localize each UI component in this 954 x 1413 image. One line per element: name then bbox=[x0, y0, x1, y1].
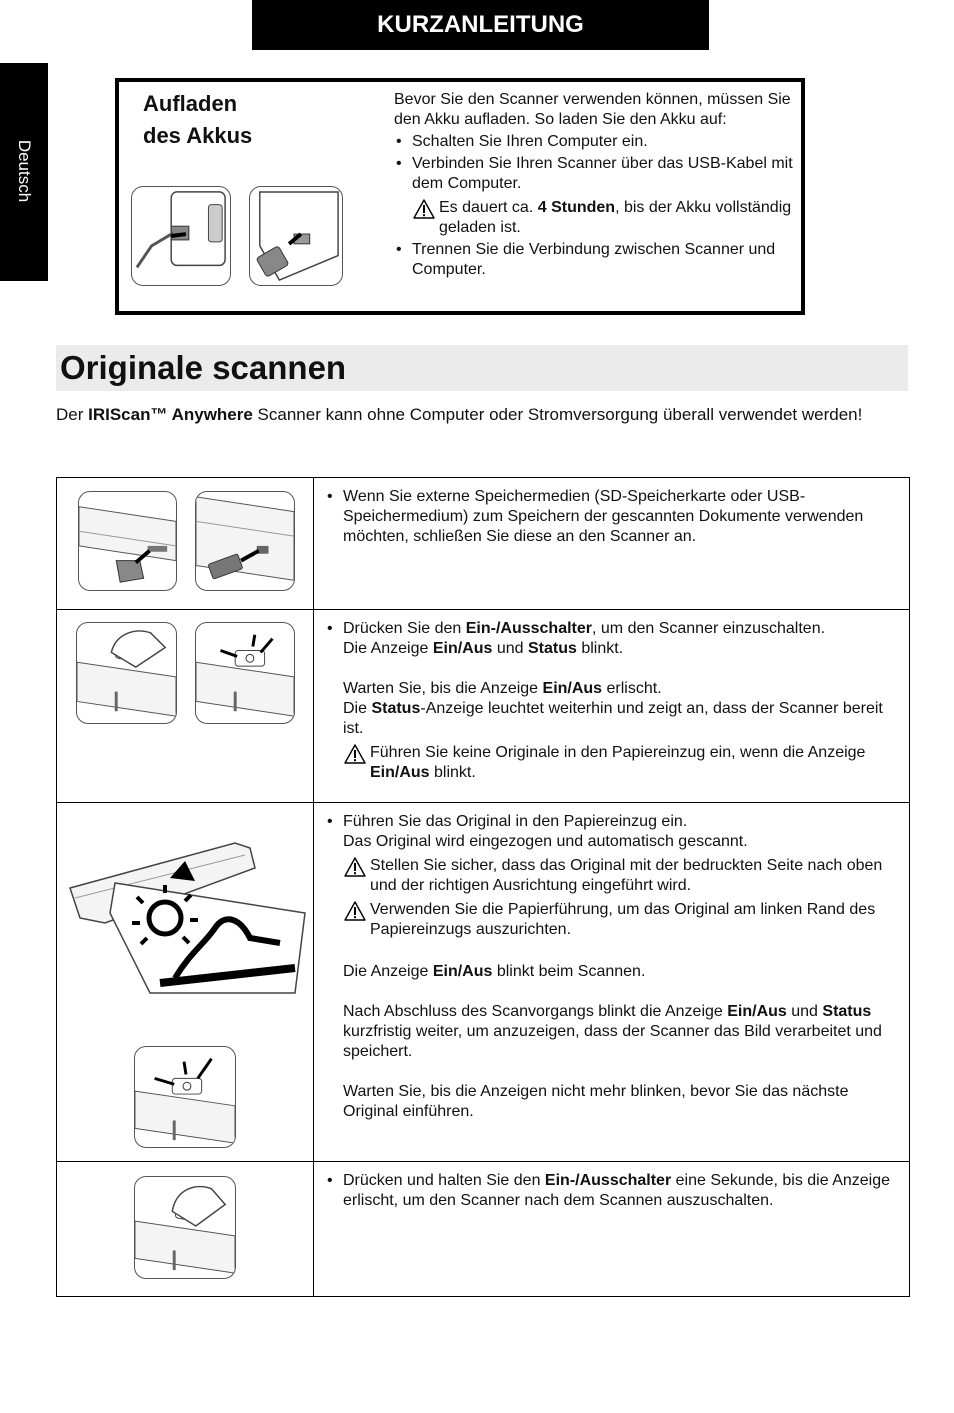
power-switch-label: Ein-/Ausschalter bbox=[465, 620, 592, 637]
step-3-l3-b: Ein/Aus bbox=[727, 1003, 787, 1020]
step-2-line-1 bbox=[325, 639, 897, 659]
header-title: KURZANLEITUNG bbox=[377, 11, 584, 38]
hold-button-illustration bbox=[134, 1176, 236, 1279]
step-2-images bbox=[57, 610, 314, 802]
step-4-c: eine Sekunde, bis die Anzeige erlischt, um den Scanner nach dem Scannen auszuschalten. bbox=[343, 1172, 891, 1209]
steps-table bbox=[56, 477, 910, 1297]
step-2-bullet bbox=[325, 619, 897, 639]
warning-icon bbox=[344, 857, 366, 877]
press-button-illustration bbox=[76, 622, 177, 724]
step-2-warning bbox=[342, 743, 897, 783]
step-4-images bbox=[57, 1162, 314, 1296]
step-1-text bbox=[314, 478, 909, 609]
charging-intro: Bevor Sie den Scanner verwenden können, müssen Sie den Akku aufladen. So laden Sie den Akku auf: bbox=[394, 91, 791, 128]
step-row-3 bbox=[57, 802, 909, 1161]
sd-card-illustration bbox=[78, 491, 177, 591]
step-3-warning-2 bbox=[342, 900, 897, 940]
step-2-l1-d: Status bbox=[528, 640, 577, 657]
charging-title-line1: Aufladen bbox=[143, 91, 238, 116]
step-2-l1-b: Ein/Aus bbox=[432, 640, 493, 657]
charging-warning-text: Es dauert ca. bbox=[439, 199, 538, 216]
step-2-warn-c: blinkt. bbox=[429, 764, 476, 781]
charging-instructions bbox=[394, 90, 794, 280]
charging-warning-duration: 4 Stunden bbox=[537, 199, 616, 216]
charging-step-3: • Trennen Sie die Verbindung zwischen Scanner und Computer. bbox=[394, 240, 794, 280]
language-tab bbox=[0, 63, 48, 281]
warning-icon bbox=[413, 199, 435, 219]
step-3-images bbox=[57, 803, 314, 1161]
step-3-l3-e: kurzfristig weiter, um anzuzeigen, dass der Scanner das Bild verarbeitet und speichert. bbox=[343, 1023, 882, 1060]
section-intro bbox=[56, 404, 916, 426]
step-2-bullet-end: , um den Scanner einzuschalten. bbox=[592, 620, 826, 637]
step-3-l3-c: und bbox=[786, 1003, 823, 1020]
step-3-l3-d: Status bbox=[822, 1003, 872, 1020]
step-4-bullet bbox=[325, 1171, 897, 1211]
step-2-line-2 bbox=[325, 679, 897, 699]
step-1-images bbox=[57, 478, 314, 609]
step-2-warn-a: Führen Sie keine Originale in den Papiereinzug ein, wenn die Anzeige bbox=[370, 744, 866, 761]
charging-warning-text-end: , bis der Akku vollständig geladen ist. bbox=[439, 199, 792, 236]
step-2-l2-b: Ein/Aus bbox=[542, 680, 603, 697]
charging-title-line2: des Akkus bbox=[143, 123, 253, 148]
charging-title bbox=[143, 88, 252, 152]
step-3-bullet: • Führen Sie das Original in den Papiereinzug ein. bbox=[325, 812, 897, 832]
indicator-blink-illustration bbox=[195, 622, 295, 724]
step-3-warning-1 bbox=[342, 856, 897, 896]
intro-text-end: Scanner kann ohne Computer oder Stromversorgung überall verwendet werden! bbox=[252, 405, 863, 424]
step-row-4 bbox=[57, 1161, 909, 1296]
intro-text: Der bbox=[56, 405, 89, 424]
scan-indicator-illustration bbox=[134, 1046, 236, 1148]
step-3-l2-b: Ein/Aus bbox=[432, 963, 493, 980]
step-4-text bbox=[314, 1162, 909, 1296]
charging-step-2: • Verbinden Sie Ihren Scanner über das USB-Kabel mit dem Computer. bbox=[394, 154, 794, 194]
step-2-l1-a: Die Anzeige bbox=[343, 640, 433, 657]
step-3-l2-a: Die Anzeige bbox=[343, 963, 433, 980]
step-2-l2-a: Warten Sie, bis die Anzeige bbox=[343, 680, 543, 697]
step-row-2 bbox=[57, 609, 909, 802]
charging-steps bbox=[394, 132, 794, 194]
step-2-bullet-text: Drücken Sie den bbox=[343, 620, 466, 637]
product-name: IRIScan™ Anywhere bbox=[88, 405, 253, 424]
usb-computer-illustration bbox=[249, 186, 343, 286]
usb-scanner-illustration bbox=[131, 186, 231, 286]
step-2-l1-e: blinkt. bbox=[576, 640, 624, 657]
charging-box bbox=[115, 78, 805, 315]
header-bar bbox=[252, 0, 709, 50]
usb-stick-illustration bbox=[195, 491, 295, 591]
feed-paper-illustration bbox=[65, 823, 310, 998]
step-4-list bbox=[325, 1171, 897, 1211]
step-2-l2-c: erlischt. bbox=[602, 680, 662, 697]
step-row-1 bbox=[57, 478, 909, 609]
step-2-line-3 bbox=[325, 699, 897, 739]
step-3-l2-c: blinkt beim Scannen. bbox=[492, 963, 646, 980]
section-title: Originale scannen bbox=[60, 349, 347, 386]
step-2-list bbox=[325, 619, 897, 639]
step-3-text bbox=[314, 803, 909, 1161]
warning-icon bbox=[344, 744, 366, 764]
step-3-line-1: Das Original wird eingezogen und automatisch gescannt. bbox=[343, 833, 748, 850]
step-2-text bbox=[314, 610, 909, 802]
warning-icon bbox=[344, 901, 366, 921]
step-4-b: Ein-/Ausschalter bbox=[544, 1172, 672, 1189]
charging-steps-cont bbox=[394, 240, 794, 280]
section-band bbox=[56, 345, 908, 391]
charging-warning bbox=[411, 198, 794, 238]
step-2-l1-c: und bbox=[492, 640, 528, 657]
step-2-l3-c: -Anzeige leuchtet weiterhin und zeigt an, dass der Scanner bereit ist. bbox=[343, 700, 883, 737]
step-3-line-3 bbox=[325, 1002, 897, 1062]
step-3-warn2-text: Verwenden Sie die Papierführung, um das Original am linken Rand des Papiereinzugs auszurichten. bbox=[370, 901, 876, 938]
step-2-warn-b: Ein/Aus bbox=[370, 764, 430, 781]
language-label: Deutsch bbox=[15, 139, 34, 203]
step-4-a: Drücken und halten Sie den bbox=[343, 1172, 545, 1189]
step-3-l3-a: Nach Abschluss des Scanvorgangs blinkt die Anzeige bbox=[343, 1003, 728, 1020]
step-1-list bbox=[325, 487, 897, 547]
charging-step-1: • Schalten Sie Ihren Computer ein. bbox=[394, 132, 794, 152]
step-2-l3-a: Die bbox=[343, 700, 372, 717]
step-1-bullet: • Wenn Sie externe Speichermedien (SD-Speicherkarte oder USB-Speichermedium) zum Speichern der gescannten Dokumente verwenden möchten, schließen Sie diese an den Scanner an. bbox=[325, 487, 897, 547]
step-3-line-4: Warten Sie, bis die Anzeigen nicht mehr blinken, bevor Sie das nächste Original einführen. bbox=[343, 1083, 849, 1120]
step-3-warn1-text: Stellen Sie sicher, dass das Original mit der bedruckten Seite nach oben und der richtigen Ausrichtung eingeführt wird. bbox=[370, 857, 883, 894]
step-3-list bbox=[325, 812, 897, 832]
step-2-l3-b: Status bbox=[371, 700, 421, 717]
step-3-line-2 bbox=[325, 962, 897, 982]
